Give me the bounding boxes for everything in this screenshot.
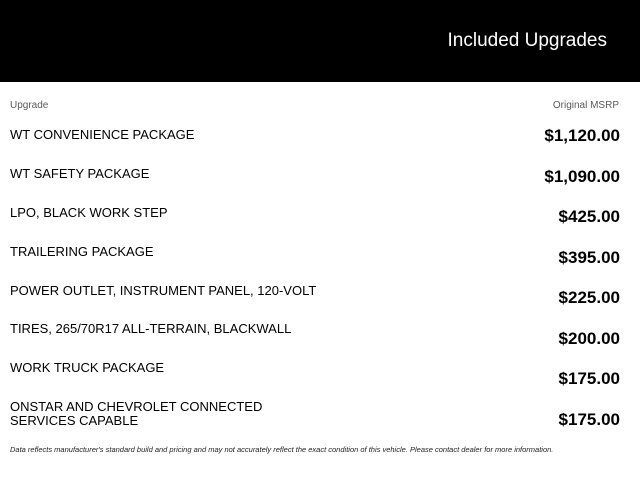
list-item bbox=[0, 400, 640, 440]
upgrade-name: TRAILERING PACKAGE bbox=[10, 244, 154, 259]
list-item bbox=[0, 167, 640, 207]
list-item bbox=[0, 206, 640, 246]
upgrade-name: POWER OUTLET, INSTRUMENT PANEL, 120-VOLT bbox=[10, 283, 317, 298]
column-header-msrp: Original MSRP bbox=[552, 100, 619, 111]
column-header-upgrade: Upgrade bbox=[10, 100, 49, 111]
upgrade-name: WT CONVENIENCE PACKAGE bbox=[10, 127, 195, 142]
upgrade-price: $225.00 bbox=[558, 288, 620, 307]
upgrade-price: $425.00 bbox=[558, 207, 620, 226]
list-item bbox=[0, 322, 640, 362]
list-item bbox=[0, 245, 640, 285]
page-title: Included Upgrades bbox=[447, 30, 607, 51]
upgrade-name: TIRES, 265/70R17 ALL-TERRAIN, BLACKWALL bbox=[10, 321, 292, 336]
list-item bbox=[0, 128, 640, 168]
upgrade-name: WORK TRUCK PACKAGE bbox=[10, 360, 165, 375]
upgrade-name: LPO, BLACK WORK STEP bbox=[10, 205, 168, 220]
upgrade-price: $1,120.00 bbox=[544, 126, 620, 145]
upgrade-price: $200.00 bbox=[558, 329, 620, 348]
upgrade-name: ONSTAR AND CHEVROLET CONNECTED SERVICES CAPABLE bbox=[10, 399, 263, 428]
upgrade-price: $395.00 bbox=[558, 248, 620, 267]
disclaimer-text: Data reflects manufacturer's standard build and pricing and may not accurately reflect the exact condition of this vehicle. Please contact dealer for more information. bbox=[10, 445, 554, 454]
list-item bbox=[0, 361, 640, 401]
upgrade-name: WT SAFETY PACKAGE bbox=[10, 166, 150, 181]
header-banner bbox=[0, 0, 640, 82]
upgrade-price: $1,090.00 bbox=[544, 167, 620, 186]
upgrade-price: $175.00 bbox=[558, 369, 620, 388]
list-item bbox=[0, 284, 640, 324]
upgrade-price: $175.00 bbox=[558, 410, 620, 429]
